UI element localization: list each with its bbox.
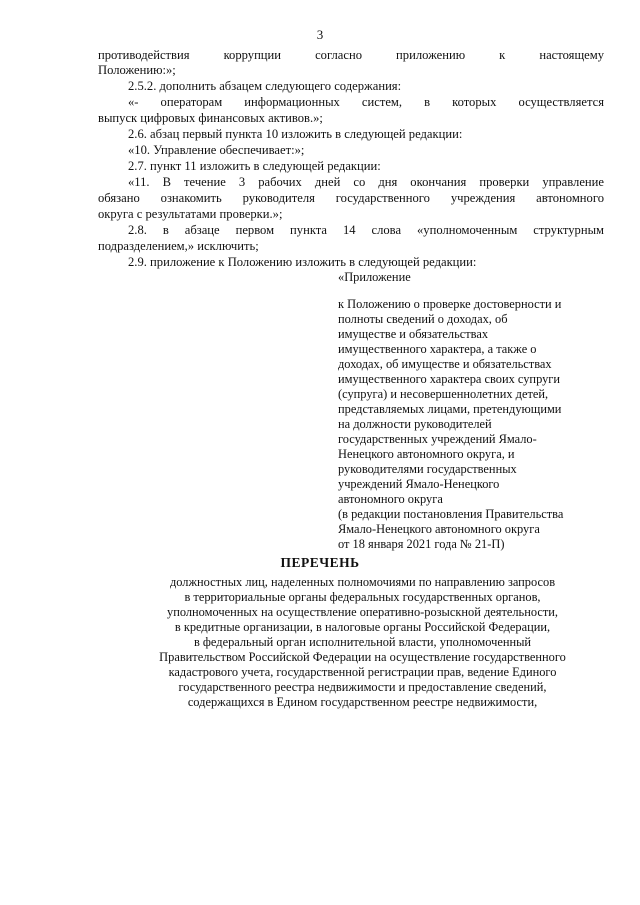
appendix-line: доходах, об имуществе и обязательствах <box>338 357 552 371</box>
appendix-line: имущественного характера, а также о <box>338 342 537 356</box>
body-line: округа с результатами проверки.»; <box>98 207 283 221</box>
appendix-line: Ямало-Ненецкого автономного округа <box>338 522 540 536</box>
list-caption-line: уполномоченных на осуществление оперативно-розыскной деятельности, <box>167 605 558 619</box>
list-caption-line: в кредитные организации, в налоговые органы Российской Федерации, <box>174 620 551 634</box>
body-line: Положению:»; <box>98 63 176 77</box>
list-caption-line: в территориальные органы федеральных государственных органов, <box>184 590 541 604</box>
appendix-line: государственных учреждений Ямало- <box>338 432 537 446</box>
body-line: 2.7. пункт 11 изложить в следующей редакции: <box>128 159 381 173</box>
body-line: «- операторам информационных систем, в которых осуществляется <box>128 95 604 109</box>
list-caption-line: кадастрового учета, государственной регистрации прав, ведение Единого <box>168 665 557 679</box>
list-caption-line: Правительством Российской Федерации на осуществление государственного <box>159 650 566 664</box>
body-line: 2.8. в абзаце первом пункта 14 слова «уполномоченным структурным <box>128 223 604 237</box>
appendix-line: от 18 января 2021 года № 21-П) <box>338 537 505 551</box>
appendix-line: (супруга) и несовершеннолетних детей, <box>338 387 549 401</box>
appendix-line: (в редакции постановления Правительства <box>338 507 564 521</box>
list-caption-line: содержащихся в Едином государственном реестре недвижимости, <box>187 695 538 709</box>
appendix-line: автономного округа <box>338 492 443 506</box>
body-line: обязано ознакомить руководителя государственного учреждения автономного <box>98 191 604 205</box>
body-line: 2.6. абзац первый пункта 10 изложить в следующей редакции: <box>128 127 463 141</box>
appendix-line: имуществе и обязательствах <box>338 327 489 341</box>
appendix-heading: «Приложение <box>338 270 411 284</box>
appendix-line: имущественного характера своих супруги <box>338 372 561 386</box>
body-line: 2.9. приложение к Положению изложить в следующей редакции: <box>128 255 477 269</box>
body-line: 2.5.2. дополнить абзацем следующего содержания: <box>128 79 402 93</box>
appendix-line: на должности руководителей <box>338 417 492 431</box>
body-line: «11. В течение 3 рабочих дней со дня окончания проверки управление <box>128 175 604 189</box>
appendix-line: Ненецкого автономного округа, и <box>338 447 515 461</box>
body-line: «10. Управление обеспечивает:»; <box>128 143 305 157</box>
appendix-line: полноты сведений о доходах, об <box>338 312 508 326</box>
appendix-line: к Положению о проверке достоверности и <box>338 297 562 311</box>
body-line: подразделением,» исключить; <box>98 239 259 253</box>
list-title: ПЕРЕЧЕНЬ <box>280 555 360 570</box>
body-line: выпуск цифровых финансовых активов.»; <box>98 111 323 125</box>
body-line: противодействия коррупции согласно приложению к настоящему <box>98 48 604 62</box>
list-caption-line: государственного реестра недвижимости и предоставление сведений, <box>178 680 547 694</box>
appendix-line: учреждений Ямало-Ненецкого <box>338 477 500 491</box>
appendix-line: представляемых лицами, претендующими <box>338 402 562 416</box>
list-caption-line: в федеральный орган исполнительной власти, уполномоченный <box>193 635 532 649</box>
page-number: 3 <box>316 27 324 42</box>
list-caption-line: должностных лиц, наделенных полномочиями по направлению запросов <box>169 575 556 589</box>
appendix-line: руководителями государственных <box>338 462 517 476</box>
